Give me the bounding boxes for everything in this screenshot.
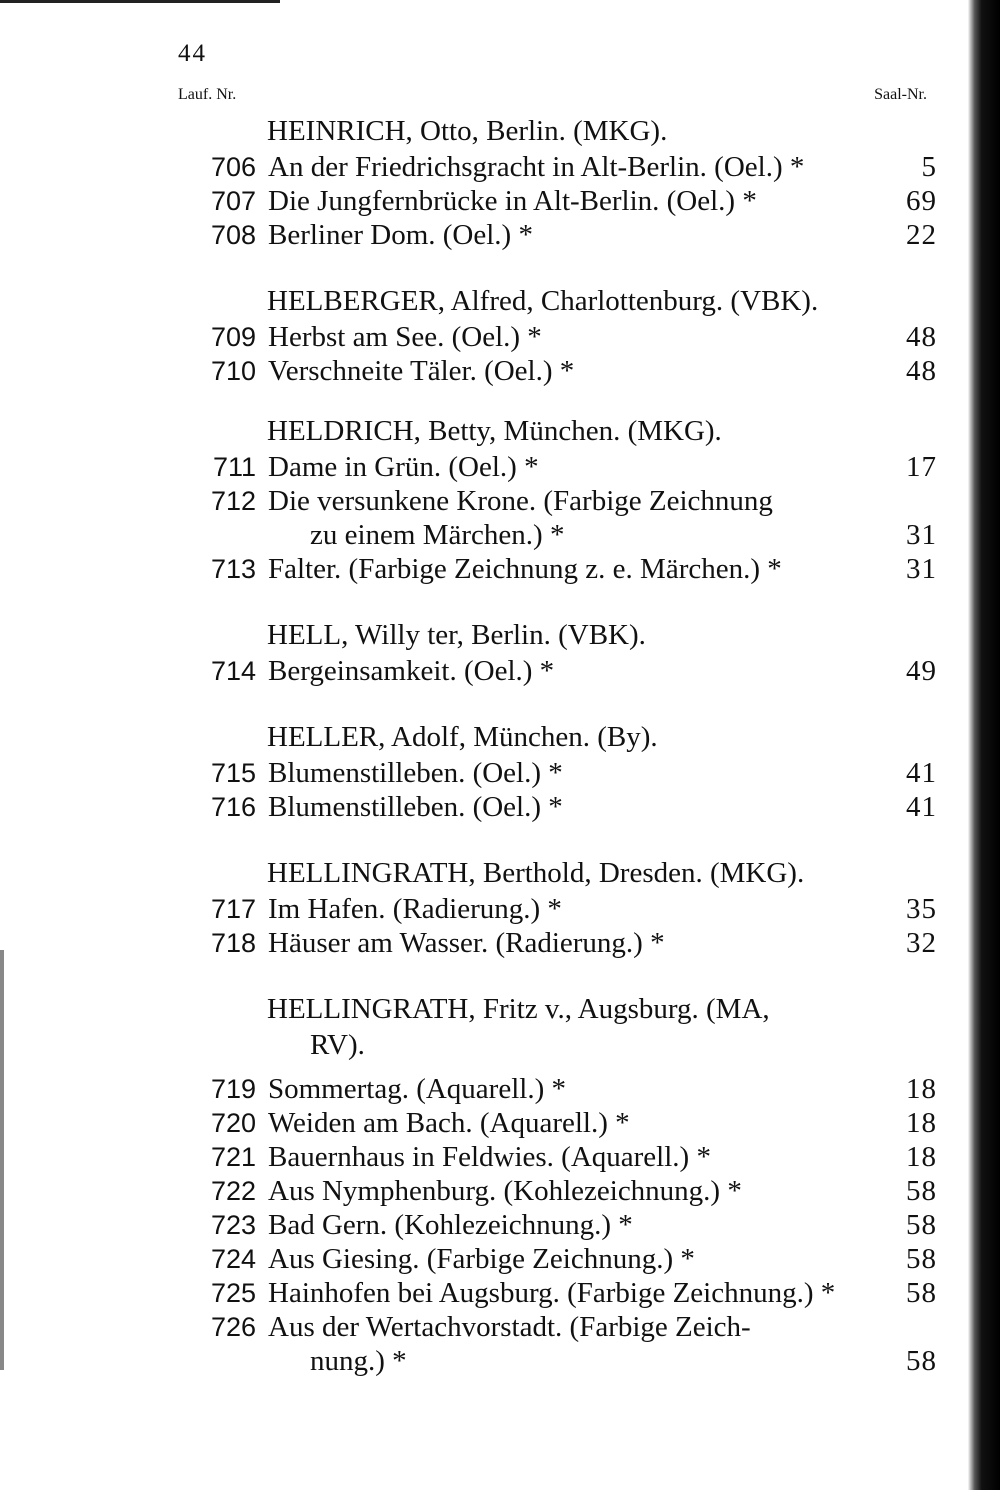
catalog-entry <box>180 756 937 790</box>
artist-heading: HELBERGER, Alfred, Charlottenburg. (VBK). <box>267 285 819 317</box>
entry-hall: 41 <box>906 791 937 823</box>
entry-title-continuation: zu einem Märchen.) * <box>310 519 565 551</box>
entry-number: 717 <box>210 894 256 924</box>
entry-title: Blumenstilleben. (Oel.) * <box>268 757 563 789</box>
catalog-entry <box>180 1276 937 1310</box>
entry-title: Weiden am Bach. (Aquarell.) * <box>268 1107 630 1139</box>
artist-heading: HELLINGRATH, Fritz v., Augsburg. (MA, <box>267 993 770 1025</box>
catalog-entry <box>180 1140 937 1174</box>
entry-hall: 41 <box>906 757 937 789</box>
catalog-entry <box>180 1106 937 1140</box>
entry-number: 714 <box>210 656 256 686</box>
entry-number: 711 <box>212 452 256 482</box>
entry-number: 721 <box>210 1142 256 1172</box>
section-gap <box>180 1062 937 1072</box>
entry-title: Berliner Dom. (Oel.) * <box>268 219 533 251</box>
entry-title: Hainhofen bei Augsburg. (Farbige Zeichnung.) * <box>268 1277 836 1309</box>
entry-number: 710 <box>210 356 256 386</box>
entry-hall: 69 <box>906 185 937 217</box>
entry-number: 725 <box>210 1278 256 1308</box>
entry-hall: 31 <box>906 553 937 585</box>
catalog-entry <box>180 1310 937 1344</box>
entry-number: 715 <box>210 758 256 788</box>
top-rule <box>0 0 280 3</box>
entry-number: 726 <box>210 1312 256 1342</box>
artist-heading-continuation: RV). <box>310 1029 365 1061</box>
entry-number: 723 <box>210 1210 256 1240</box>
entry-title: Bad Gern. (Kohlezeichnung.) * <box>268 1209 633 1241</box>
entry-title: Die versunkene Krone. (Farbige Zeichnung <box>268 485 773 517</box>
section-gap <box>180 960 937 990</box>
section-gap <box>180 388 937 412</box>
entry-title-continuation: nung.) * <box>310 1345 407 1377</box>
entry-title: Herbst am See. (Oel.) * <box>268 321 542 353</box>
entry-number: 720 <box>210 1108 256 1138</box>
entry-number: 713 <box>210 554 256 584</box>
entry-hall: 58 <box>906 1277 937 1309</box>
catalog-entry <box>180 184 937 218</box>
entry-title: Sommertag. (Aquarell.) * <box>268 1073 566 1105</box>
catalog-entry <box>180 790 937 824</box>
entry-number: 724 <box>210 1244 256 1274</box>
column-header-running-number: Lauf. Nr. <box>178 86 237 103</box>
entry-title: Aus der Wertachvorstadt. (Farbige Zeich- <box>268 1311 751 1343</box>
entry-hall: 18 <box>906 1141 937 1173</box>
catalog-entry <box>180 354 937 388</box>
entry-hall: 49 <box>906 655 937 687</box>
catalog-entry <box>180 892 937 926</box>
section-gap <box>180 824 937 854</box>
catalog-entry <box>180 926 937 960</box>
entry-title: An der Friedrichsgracht in Alt-Berlin. (Oel.) * <box>268 151 805 183</box>
catalog-entry <box>180 1208 937 1242</box>
catalog-entry <box>180 150 937 184</box>
entry-hall: 31 <box>906 519 937 551</box>
catalog-entry <box>180 552 937 586</box>
artist-heading: HELDRICH, Betty, München. (MKG). <box>267 415 722 447</box>
entry-title: Dame in Grün. (Oel.) * <box>268 451 539 483</box>
catalog-entry <box>180 218 937 252</box>
entry-title: Aus Giesing. (Farbige Zeichnung.) * <box>268 1243 695 1275</box>
entry-hall: 48 <box>906 355 937 387</box>
section-gap <box>180 586 937 616</box>
entry-number: 718 <box>210 928 256 958</box>
artist-heading: HELLINGRATH, Berthold, Dresden. (MKG). <box>267 857 805 889</box>
entry-hall: 18 <box>906 1107 937 1139</box>
entry-hall: 35 <box>906 893 937 925</box>
catalog-entry <box>180 1072 937 1106</box>
entry-title: Bauernhaus in Feldwies. (Aquarell.) * <box>268 1141 711 1173</box>
entry-hall: 18 <box>906 1073 937 1105</box>
catalog-entry <box>180 320 937 354</box>
entry-title: Die Jungfernbrücke in Alt-Berlin. (Oel.) * <box>268 185 757 217</box>
entry-number: 719 <box>210 1074 256 1104</box>
entry-hall: 58 <box>906 1175 937 1207</box>
page-edge-shadow <box>954 0 1000 1490</box>
catalog-entry <box>180 1242 937 1276</box>
entry-hall: 32 <box>906 927 937 959</box>
artist-heading: HELL, Willy ter, Berlin. (VBK). <box>267 619 646 651</box>
entry-hall: 5 <box>921 151 937 183</box>
catalog-entry <box>180 654 937 688</box>
artist-heading: HELLER, Adolf, München. (By). <box>267 721 658 753</box>
page-edge-mark <box>0 950 4 1370</box>
entry-title: Blumenstilleben. (Oel.) * <box>268 791 563 823</box>
entry-hall: 58 <box>906 1243 937 1275</box>
entry-title: Falter. (Farbige Zeichnung z. e. Märchen.) * <box>268 553 782 585</box>
entry-number: 708 <box>210 220 256 250</box>
entry-title: Aus Nymphenburg. (Kohlezeichnung.) * <box>268 1175 742 1207</box>
catalog-entry-continuation <box>310 518 937 552</box>
entry-hall: 22 <box>906 219 937 251</box>
catalog-listing <box>180 112 937 1378</box>
artist-heading: HEINRICH, Otto, Berlin. (MKG). <box>267 115 668 147</box>
catalog-entry <box>180 484 937 518</box>
entry-title: Bergeinsamkeit. (Oel.) * <box>268 655 555 687</box>
entry-number: 716 <box>210 792 256 822</box>
entry-hall: 58 <box>906 1209 937 1241</box>
entry-title: Verschneite Täler. (Oel.) * <box>268 355 575 387</box>
entry-number: 707 <box>210 186 256 216</box>
entry-number: 709 <box>210 322 256 352</box>
entry-hall: 48 <box>906 321 937 353</box>
entry-number: 712 <box>210 486 256 516</box>
entry-hall: 58 <box>906 1345 937 1377</box>
entry-number: 706 <box>210 152 256 182</box>
page-number: 44 <box>178 40 207 67</box>
catalog-entry <box>180 450 937 484</box>
catalog-entry-continuation <box>310 1344 937 1378</box>
entry-hall: 17 <box>906 451 937 483</box>
entry-title: Häuser am Wasser. (Radierung.) * <box>268 927 665 959</box>
catalog-entry <box>180 1174 937 1208</box>
entry-number: 722 <box>210 1176 256 1206</box>
section-gap <box>180 688 937 718</box>
column-header-hall-number: Saal-Nr. <box>874 86 927 103</box>
entry-title: Im Hafen. (Radierung.) * <box>268 893 562 925</box>
section-gap <box>180 252 937 282</box>
